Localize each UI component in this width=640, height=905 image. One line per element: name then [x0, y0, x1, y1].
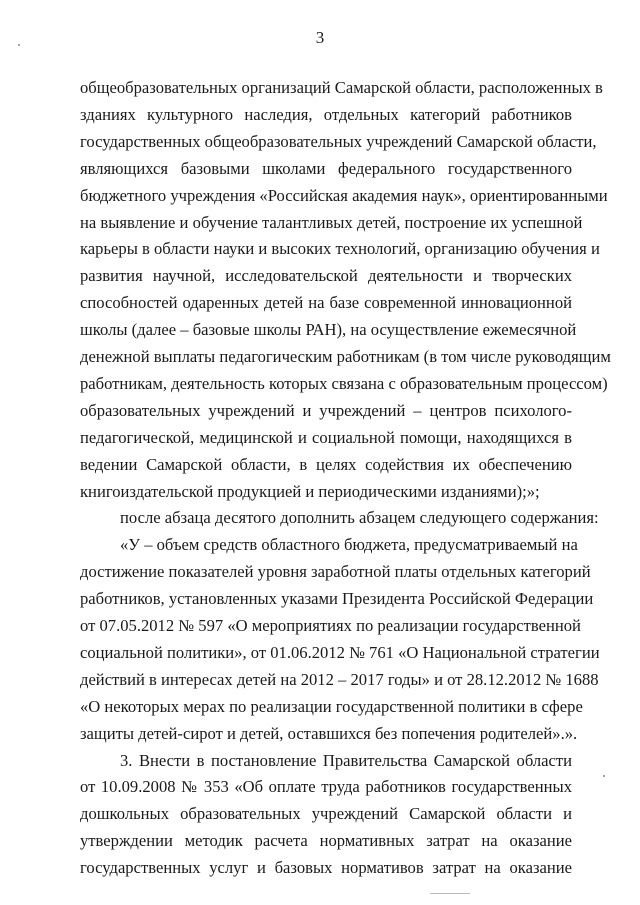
text-line: на выявление и обучение талантливых детей, построение их успешной [80, 212, 583, 232]
text-line: государственных услуг и базовых нормативов затрат на оказание [80, 858, 572, 878]
text-line: утверждении методик расчета нормативных затрат на оказание [80, 831, 572, 851]
text-line: работникам, деятельность которых связана с образовательным процессом) [80, 373, 608, 393]
text-line: дошкольных образовательных учреждений Самарской области и [80, 804, 572, 824]
text-line: от 10.09.2008 № 353 «Об оплате труда работников государственных [80, 777, 572, 797]
scan-speck [18, 44, 20, 46]
text-line: государственных общеобразовательных учреждений Самарской области, [80, 131, 597, 151]
text-line: 3. Внести в постановление Правительства Самарской области [120, 750, 572, 770]
text-line: книгоиздательской продукцией и периодическими изданиями);»; [80, 481, 540, 501]
text-line: работников, установленных указами Президента Российской Федерации [80, 589, 594, 609]
text-line: школы (далее – базовые школы РАН), на осуществление ежемесячной [80, 320, 577, 340]
text-line: общеобразовательных организаций Самарской области, расположенных в [80, 78, 603, 97]
scan-speck [430, 893, 470, 894]
text-line: от 07.05.2012 № 597 «О мероприятиях по реализации государственной [80, 616, 581, 635]
text-line: карьеры в области науки и высоких технологий, организацию обучения и [80, 239, 600, 259]
text-line: достижение показателей уровня заработной платы отдельных категорий [80, 562, 591, 582]
text-line: действий в интересах детей на 2012 – 2017 годы» и от 28.12.2012 № 1688 [80, 669, 599, 689]
text-line: бюджетного учреждения «Российская академия наук», ориентированными [80, 185, 608, 205]
text-line: способностей одаренных детей на базе современной инновационной [80, 293, 572, 313]
scan-speck [603, 775, 605, 777]
text-line: после абзаца десятого дополнить абзацем следующего содержания: [120, 508, 599, 528]
text-line: «О некоторых мерах по реализации государственной политики в сфере [80, 696, 583, 716]
page-number: 3 [315, 28, 325, 47]
text-line: являющихся базовыми школами федерального государственного [80, 158, 572, 178]
text-line: социальной политики», от 01.06.2012 № 761 «О Национальной стратегии [80, 642, 600, 662]
text-line: ведении Самарской области, в целях содействия их обеспечению [80, 454, 572, 474]
text-line: развития научной, исследовательской деятельности и творческих [80, 266, 572, 286]
text-line: образовательных учреждений и учреждений – центров психолого- [80, 400, 572, 420]
text-line: денежной выплаты педагогическим работникам (в том числе руководящим [80, 347, 611, 366]
text-line: педагогической, медицинской и социальной помощи, находящихся в [80, 427, 572, 447]
text-line: «У – объем средств областного бюджета, предусматриваемый на [120, 535, 578, 555]
text-line: защиты детей-сирот и детей, оставшихся без попечения родителей».». [80, 723, 578, 743]
text-line: зданиях культурного наследия, отдельных категорий работников [80, 104, 572, 124]
